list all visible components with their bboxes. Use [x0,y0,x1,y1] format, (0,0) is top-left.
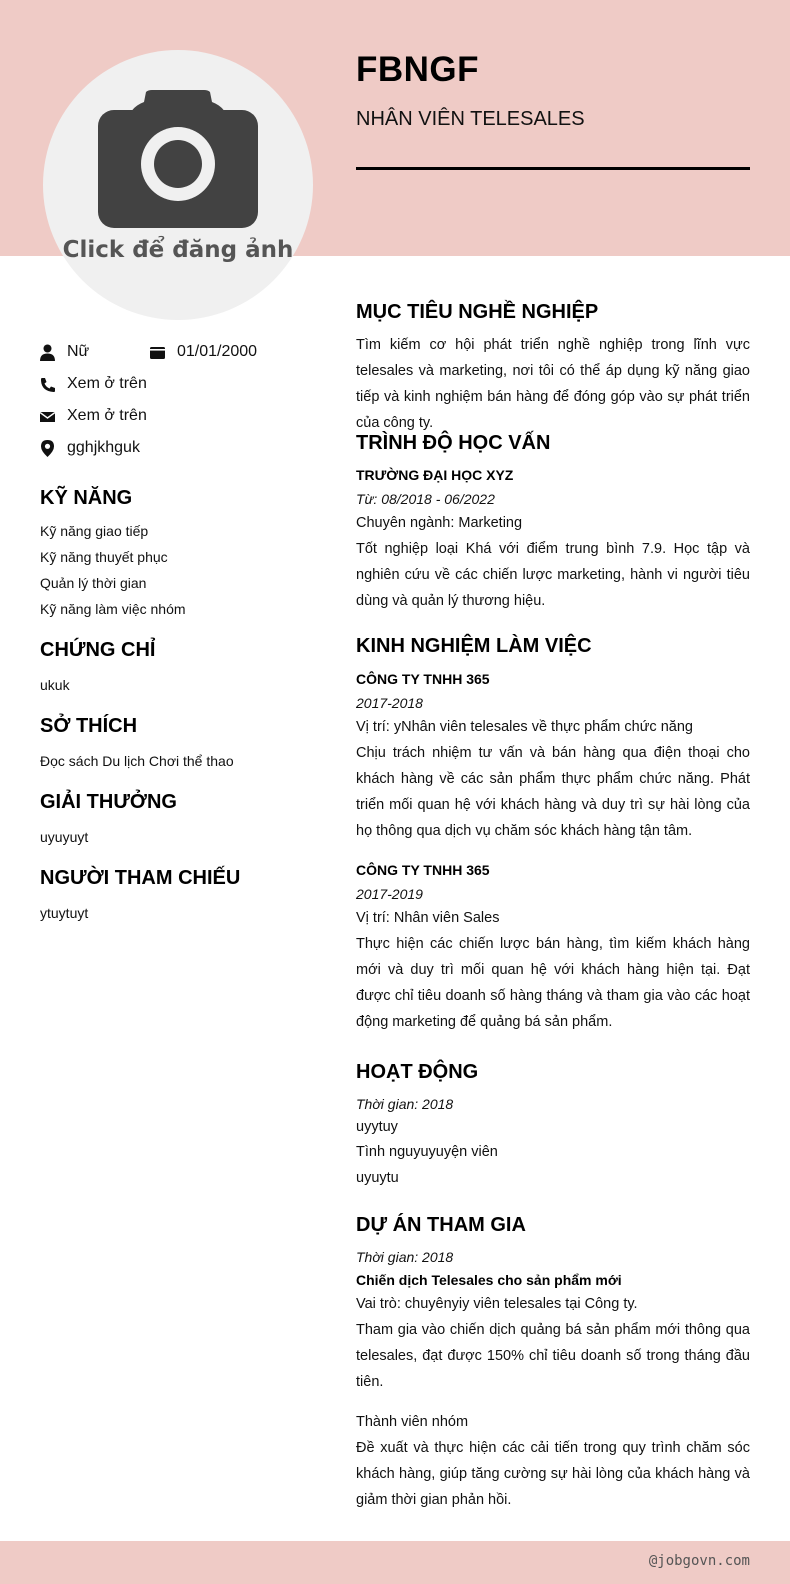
phone-icon [40,376,55,393]
education-major[interactable]: Chuyên ngành: Marketing [356,515,523,531]
certificates-title: CHỨNG CHỈ [40,639,156,661]
objective-text[interactable]: Tìm kiếm cơ hội phát triển nghề nghiệp trong lĩnh vực telesales và marketing, nơi tôi có thể áp dụng kỹ năng giao tiếp và kinh nghiệm bán hàng để đóng góp vào sự phát triển của công ty. [356,337,750,431]
job-period[interactable]: 2017-2018 [356,695,423,711]
activities-title: HOẠT ĐỘNG [356,1061,479,1083]
job-description[interactable]: Chịu trách nhiệm tư vấn và bán hàng qua điện thoại cho khách hàng về các sản phẩm thực phẩm chức năng. Phát triển mối quan hệ với khách hàng và duy trì sự hài lòng của họ thông qua dịch vụ chăm sóc khách hàng tận tâm. [356,745,750,839]
candidate-name[interactable]: FBNGF [356,50,480,89]
person-icon [40,344,55,361]
hobbies-text[interactable]: Đọc sách Du lịch Chơi thể thao [40,753,234,769]
job-position[interactable]: Vị trí: yNhân viên telesales về thực phẩm chức năng [356,719,693,735]
gender-value[interactable]: Nữ [67,343,90,360]
references-title: NGƯỜI THAM CHIẾU [40,867,241,889]
skill-item[interactable]: Kỹ năng thuyết phục [40,549,168,565]
experience-title: KINH NGHIỆM LÀM VIỆC [356,635,592,657]
certificates-text[interactable]: ukuk [40,677,70,693]
email-row [40,405,147,427]
education-description[interactable]: Tốt nghiệp loại Khá với điểm trung bình 7.9. Học tập và nghiên cứu về các chiến lược marketing, hành vi người tiêu dùng và quản lý thương hiệu. [356,541,750,609]
phone-row [40,373,147,395]
education-title: TRÌNH ĐỘ HỌC VẤN [356,432,551,454]
footer-brand: @jobgovn.com [648,1553,750,1569]
gender-row [40,341,89,363]
activity-period[interactable]: Thời gian: 2018 [356,1096,454,1112]
header-divider [356,167,750,170]
address-row [40,437,140,459]
project-name[interactable]: Chiến dịch Telesales cho sản phẩm mới [356,1272,622,1288]
project-role[interactable]: Thành viên nhóm [356,1414,469,1430]
birthday-value[interactable]: 01/01/2000 [177,343,258,360]
company-name[interactable]: CÔNG TY TNHH 365 [356,862,490,878]
address-value[interactable]: gghjkhguk [67,439,140,456]
email-value[interactable]: Xem ở trên [67,407,147,424]
phone-value[interactable]: Xem ở trên [67,375,147,392]
job-position[interactable]: Vị trí: Nhân viên Sales [356,910,500,926]
project-role[interactable]: Vai trò: chuyênyiy viên telesales tại Công ty. [356,1296,638,1312]
project-description[interactable]: Đề xuất và thực hiện các cải tiến trong quy trình chăm sóc khách hàng, giúp tăng cường sự hài lòng của khách hàng và giảm thời gian phản hồi. [356,1440,750,1508]
job-description[interactable]: Thực hiện các chiến lược bán hàng, tìm kiếm khách hàng mới và duy trì mối quan hệ với khách hàng hiện tại. Đạt được chỉ tiêu doanh số hàng tháng và tham gia vào các hoạt động marketing để quảng bá sản phẩm. [356,936,750,1030]
activity-line[interactable]: uyuytu [356,1170,399,1186]
awards-text[interactable]: uyuyuyt [40,829,89,845]
camera-icon[interactable] [98,90,258,230]
photo-caption[interactable]: Click để đăng ảnh [62,237,294,263]
education-period[interactable]: Từ: 08/2018 - 06/2022 [356,491,495,507]
hobbies-title: SỞ THÍCH [40,715,138,737]
references-text[interactable]: ytuytuyt [40,905,89,921]
school-name[interactable]: TRƯỜNG ĐẠI HỌC XYZ [356,467,514,483]
activity-line[interactable]: Tình nguyuyuyện viên [356,1144,498,1160]
project-period[interactable]: Thời gian: 2018 [356,1249,454,1265]
skill-item[interactable]: Kỹ năng giao tiếp [40,523,149,539]
objective-title: MỤC TIÊU NGHỀ NGHIỆP [356,301,599,323]
birthday-row [150,341,257,363]
awards-title: GIẢI THƯỞNG [40,791,177,813]
project-description[interactable]: Tham gia vào chiến dịch quảng bá sản phẩm mới thông qua telesales, đạt được 150% chỉ tiêu doanh số trong tháng đầu tiên. [356,1322,750,1390]
calendar-icon [150,344,165,361]
skill-item[interactable]: Kỹ năng làm việc nhóm [40,601,186,617]
envelope-icon [40,408,55,425]
activity-line[interactable]: uyytuy [356,1119,398,1135]
job-title[interactable]: NHÂN VIÊN TELESALES [356,108,585,130]
skill-item[interactable]: Quản lý thời gian [40,575,147,591]
skills-title: KỸ NĂNG [40,487,133,509]
job-period[interactable]: 2017-2019 [356,886,423,902]
projects-title: DỰ ÁN THAM GIA [356,1214,526,1236]
location-pin-icon [40,440,55,457]
company-name[interactable]: CÔNG TY TNHH 365 [356,671,490,687]
